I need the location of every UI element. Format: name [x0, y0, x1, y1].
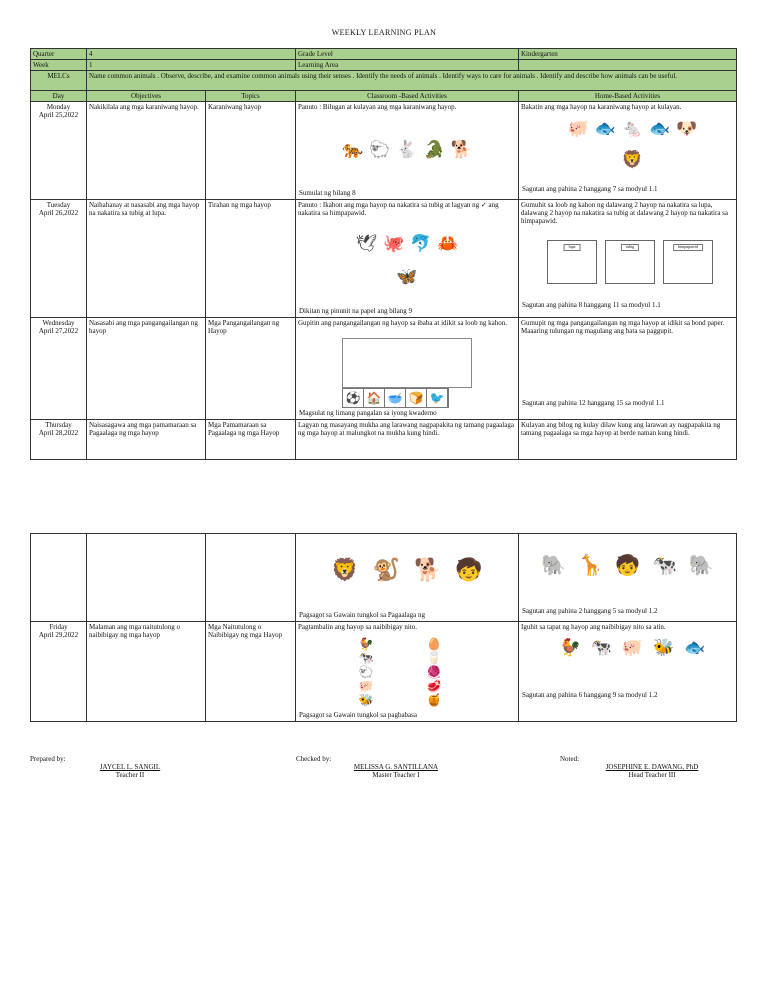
- objective-cell: Malaman ang mga naitutulong o naibibigay ng mga hayop: [87, 622, 206, 722]
- wool-icon: 🧶: [426, 665, 442, 679]
- home-bottom-text: Sagutan ang pahina 6 hanggang 9 sa modyul 1.2: [522, 690, 658, 699]
- home-cell: [519, 534, 737, 622]
- document-title: WEEKLY LEARNING PLAN: [331, 28, 437, 37]
- lion-icon: 🦁: [621, 150, 644, 170]
- monkey-icon: 🐒: [372, 557, 400, 582]
- elephant-icon: 🐘: [688, 555, 714, 577]
- classroom-text: Panuto : Ikahon ang mga hayop na nakatira sa tubig at lagyan ng ✓ ang nakatira sa himpapawid.: [298, 201, 499, 218]
- puppy-icon: 🐶: [676, 119, 698, 139]
- mouse-icon: 🐁: [621, 119, 644, 139]
- animal-pictures: [559, 116, 706, 172]
- table-row: [31, 102, 737, 200]
- sheep-icon: 🐑: [358, 665, 374, 679]
- home-bottom-text: Sagutan ang pahina 2 hanggang 5 sa modyul 1.2: [522, 606, 658, 615]
- child-icon: 🧒: [455, 557, 483, 582]
- day-date: April 26,2022: [38, 209, 79, 218]
- objective-cell: Naisasagawa ang mga pamamaraan sa Pagaalaga ng mga hayop: [87, 420, 206, 460]
- cow-icon: 🐄: [590, 637, 612, 657]
- paste-box: [342, 338, 472, 388]
- table-row: [31, 420, 737, 460]
- elephant-icon: 🐘: [541, 555, 567, 577]
- area-label: Learning Area: [296, 60, 519, 71]
- chicken-icon: 🐓: [559, 637, 581, 657]
- home-bottom-text: Sagutan ang pahina 12 hanggang 15 sa modyul 1.1: [522, 399, 665, 408]
- classroom-bottom-text: Magsulat ng limang pangalan sa iyong kwaderno: [299, 409, 437, 418]
- caged-lion-icon: 🦁: [331, 557, 359, 582]
- classroom-cell: [296, 200, 519, 318]
- bread-icon: 🍞: [406, 389, 427, 407]
- topic-cell: Karaniwang hayop: [206, 102, 296, 200]
- crab-icon: 🦀: [437, 234, 459, 254]
- day-cell: [31, 200, 87, 318]
- noted-by: Noted: JOSEPHINE E. DAWANG, PhD Head Teacher III: [560, 755, 750, 779]
- home-cell: [519, 622, 737, 722]
- classroom-bottom-text: Sumulat ng bilang 8: [299, 189, 356, 198]
- home-bottom-text: Sagutan ang pahina 8 hanggang 11 sa modyul 1.1: [522, 301, 661, 310]
- classroom-cell: [296, 102, 519, 200]
- home-text: Bakatin ang mga hayop na karaniwang hayop at kulayan.: [521, 103, 682, 112]
- classroom-text: Gupitin ang pangangailangan ng hayop sa ibaba at idikit sa loob ng kahon.: [298, 319, 507, 328]
- home-cell: Kulayan ang bilog ng kulay dilaw kung ang larawan ay nagpapakita ng tamang pagaalaga sa mga hayop at berde naman kung hindi.: [519, 420, 737, 460]
- day-cell: [31, 622, 87, 722]
- home-text: Gumupit ng mga pangangailangan ng mga hayop at idikit sa bond paper. Maaaring tulungan ng magulang ang bata sa paggupit.: [521, 319, 725, 336]
- home-text: Iguhit sa tapat ng hayop ang naibibigay nito sa atin.: [521, 623, 666, 631]
- honey-icon: 🍯: [426, 693, 442, 707]
- col-objectives: Objectives: [87, 91, 206, 102]
- bowl-icon: 🥣: [385, 389, 406, 407]
- topic-cell: Mga Pamamaraan sa Pagaalaga ng mga Hayop: [206, 420, 296, 460]
- fish-icon: 🐟: [684, 637, 706, 657]
- col-home: Home-Based Activities: [519, 91, 737, 102]
- quarter-value: 4: [87, 49, 296, 60]
- egg-icon: 🥚: [426, 637, 442, 651]
- day-name: Monday: [46, 103, 71, 112]
- milk-icon: 🥛: [426, 651, 442, 665]
- grade-value: Kindergarten: [519, 49, 737, 60]
- dolphin-icon: 🐬: [410, 234, 432, 254]
- checked-by: Checked by: MELISSA G. SANTILLANA Master Teacher I: [296, 755, 496, 779]
- day-name: Thursday: [45, 421, 72, 430]
- animal-pictures: [326, 120, 488, 178]
- pig-icon: 🐖: [567, 119, 589, 139]
- table-row: [31, 534, 737, 622]
- day-name: Wednesday: [42, 319, 75, 328]
- classroom-cell: [296, 318, 519, 420]
- giraffe-icon: 🦒: [578, 555, 604, 577]
- table-row: [31, 318, 737, 420]
- day-cell: [31, 420, 87, 460]
- fish-icon: 🐟: [649, 119, 671, 139]
- objective-cell: Nasasabi ang mga pangangailangan ng hayop: [87, 318, 206, 420]
- home-text: Gumuhit sa loob ng kahon ng dalawang 2 hayop na nakatira sa lupa, dalawang 2 hayop na nakatira sa tubig at dalawang 2 hayop na nakatira sa himpapawid.: [521, 201, 729, 226]
- objective-cell: Nakikilala ang mga karaniwang hayop.: [87, 102, 206, 200]
- signatory-role: Master Teacher I: [372, 771, 420, 779]
- signatory-name: MELISSA G. SANTILLANA: [353, 763, 439, 771]
- bee-icon: 🐝: [358, 693, 374, 707]
- sky-box: himpapawid: [663, 240, 713, 284]
- day-name: Friday: [49, 623, 68, 631]
- week-label: Week: [31, 60, 87, 71]
- classroom-bottom-text: Dikitan ng pinunit na papel ang bilang 9: [299, 307, 412, 316]
- signatory-role: Teacher II: [115, 771, 145, 779]
- tiger-icon: 🐅: [342, 139, 364, 159]
- col-day: Day: [31, 91, 87, 102]
- classroom-cell: Lagyan ng masayang mukha ang larawang nagpapakita ng tamang pagaalaga ng mga hayop at malungkot na mukha kung hindi.: [296, 420, 519, 460]
- house-icon: 🏠: [364, 389, 385, 407]
- classroom-bottom-text: Pagsagot sa Gawain tungkol sa pagbabasa: [299, 710, 417, 719]
- meat-icon: 🥩: [426, 679, 442, 693]
- classroom-cell: [296, 622, 519, 722]
- bird-icon: 🕊: [355, 234, 378, 254]
- topic-cell: Tirahan ng mga hayop: [206, 200, 296, 318]
- home-cell: [519, 200, 737, 318]
- bird-icon: 🐦: [427, 389, 448, 407]
- animal-care-pictures: [316, 538, 498, 602]
- week-value: 1: [87, 60, 296, 71]
- signatory-name: JOSEPHINE E. DAWANG, PhD: [605, 763, 699, 771]
- melcs-label: MELCs: [31, 71, 87, 91]
- home-bottom-text: Sagutan ang pahina 2 hanggang 7 sa modyul 1.1: [522, 185, 658, 194]
- melcs-value: Name common animals . Observe, describe, and examine common animals using their senses . Identify the needs of animals . Identify ways to care for animals . Identify and describe how animals can be useful.: [87, 71, 737, 91]
- product-column: [424, 636, 444, 708]
- day-date: April 27,2022: [38, 327, 79, 336]
- habitat-boxes: [547, 240, 713, 284]
- dog-icon: 🐕: [414, 557, 442, 582]
- water-box: tubig: [605, 240, 655, 284]
- table-row: [31, 200, 737, 318]
- animal-pictures: [346, 230, 468, 290]
- animal-row: [549, 632, 716, 662]
- classroom-text: Panuto : Bilugan at kulayan ang mga karaniwang hayop.: [298, 103, 457, 112]
- day-name: Tuesday: [46, 201, 71, 210]
- home-cell: [519, 318, 737, 420]
- day-date: April 25,2022: [38, 111, 79, 120]
- area-value: [519, 60, 737, 71]
- land-box: lupa: [547, 240, 597, 284]
- weekly-plan-table: [30, 48, 737, 460]
- table-row: [31, 622, 737, 722]
- classroom-cell: [296, 534, 519, 622]
- sheep-icon: 🐑: [369, 139, 391, 159]
- dog-icon: 🐕: [450, 139, 472, 159]
- day-cell: [31, 318, 87, 420]
- animal-column: [356, 636, 376, 708]
- topic-cell: Mga Naitutulong o Naibibigay ng mga Hayop: [206, 622, 296, 722]
- rabbit-icon: 🐇: [396, 139, 418, 159]
- prepared-by: Prepared by: JAYCEL L. SANGIL Teacher II: [30, 755, 230, 779]
- ball-icon: ⚽: [343, 389, 364, 407]
- grade-label: Grade Level: [296, 49, 519, 60]
- cow-icon: 🐄: [358, 651, 374, 665]
- chicken-icon: 🐓: [358, 637, 374, 651]
- needs-strip: [342, 388, 449, 408]
- crocodile-icon: 🐊: [423, 139, 445, 159]
- classroom-text: Pagtambalin ang hayop sa naibibigay nito.: [298, 623, 417, 631]
- pig-icon: 🐖: [621, 637, 644, 657]
- objective-cell: Naihahanay at nasasabi ang mga hayop na nakatira sa tubig at lupa.: [87, 200, 206, 318]
- bee-icon: 🐝: [653, 637, 675, 657]
- signatory-name: JAYCEL L. SANGIL: [99, 763, 161, 771]
- dragonfly-icon: 🦋: [396, 267, 418, 287]
- pig-icon: 🐖: [358, 679, 374, 693]
- quarter-label: Quarter: [31, 49, 87, 60]
- day-date: April 28,2022: [38, 429, 79, 438]
- cow-icon: 🐄: [651, 555, 677, 577]
- classroom-bottom-text: Pagsagot sa Gawain tungkol sa Pagaalaga ng: [299, 610, 425, 619]
- day-date: April 29,2022: [38, 631, 79, 640]
- child-icon: 🧒: [615, 555, 640, 577]
- fish-icon: 🐟: [594, 119, 616, 139]
- animal-care-pictures: [539, 536, 716, 596]
- home-cell: [519, 102, 737, 200]
- day-cell: [31, 102, 87, 200]
- signatory-role: Head Teacher III: [628, 771, 676, 779]
- col-classroom: Classroom -Based Activities: [296, 91, 519, 102]
- weekly-plan-table-continued: [30, 533, 737, 722]
- octopus-icon: 🐙: [383, 234, 405, 254]
- col-topic: Topics: [206, 91, 296, 102]
- topic-cell: Mga Pangangailangan ng Hayop: [206, 318, 296, 420]
